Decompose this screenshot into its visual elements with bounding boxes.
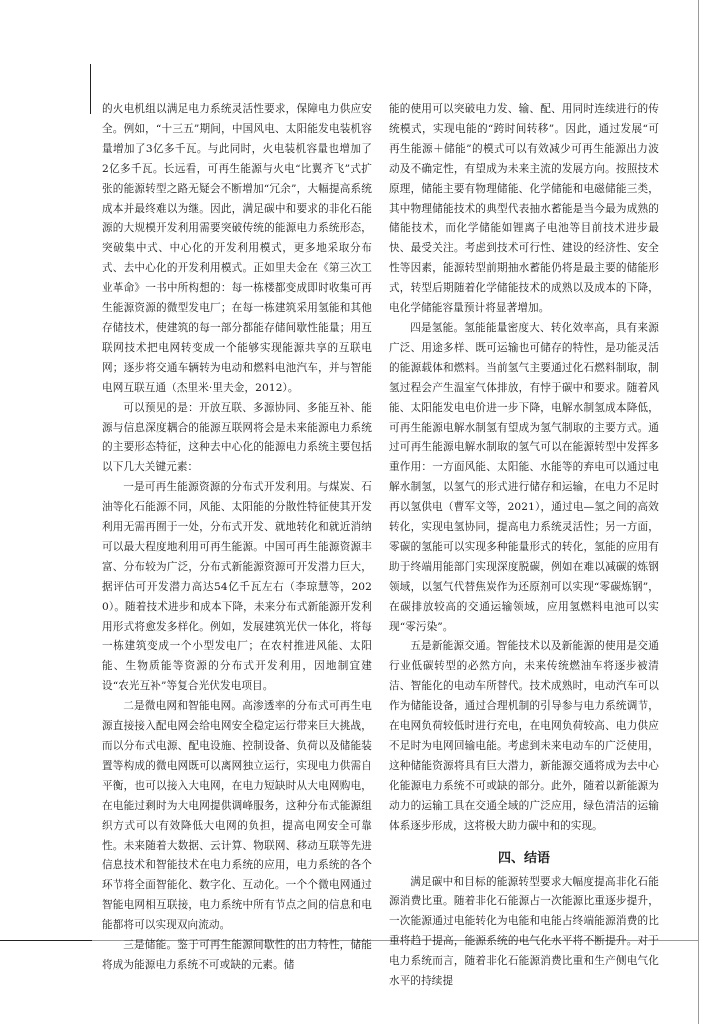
right-text-column (389, 100, 659, 988)
body-paragraph: 能的使用可以突破电力发、输、配、用同时连续进行的传统模式，实现电能的“跨时间转移”。因此，通过发展“可再生能源＋储能”的模式可以有效减少可再生能源出力波动及不确定性，有望成为未来主流的发展方向。按照技术原理，储能主要有物理储能、化学储能和电磁储能三类，其中物理储能技术的典型代表抽水蓄能是当今最为成熟的储能技术，而化学储能如锂离子电池等目前技术进步最快、最受关注。考虑到技术可行性、建设的经济性、安全性等因素，能源转型前期抽水蓄能仍将是最主要的储能形式，转型后期随着化学储能技术的成熟以及成本的下降，电化学储能容量预计将显著增加。 (389, 103, 659, 315)
body-paragraph: 五是新能源交通。智能技术以及新能源的使用是交通行业低碳转型的必然方向，未来传统燃油车将逐步被清洁、智能化的电动车所替代。技术成熟时，电动汽车可以作为储能设备，通过合理机制的引导参与电力系统调节，在电网负荷较低时进行充电，在电网负荷较高、电力供应不足时为电网回输电能。考虑到未来电动车的广泛使用，这种储能资源将具有巨大潜力，新能源交通将成为去中心化能源电力系统不可或缺的部分。此外，随着以新能源为动力的运输工具在交通全域的广泛应用，绿色清洁的运输体系逐步形成，这将极大助力碳中和的实现。 (389, 640, 659, 832)
left-text-column (102, 100, 372, 971)
page-edge-rule (698, 0, 699, 1024)
body-paragraph: 满足碳中和目标的能源转型要求大幅度提高非化石能源消费比重。随着非化石能源占一次能源比重逐步提升，一次能源通过电能转化为电能和电能占终端能源消费的比重将趋于提高，能源系统的电气化水平将不断提升。对于电力系统而言，随着非化石能源消费比重和生产侧电气化水平的持续提 (389, 875, 659, 988)
section-heading: 四、结语 (497, 850, 550, 866)
body-paragraph: 二是微电网和智能电网。高渗透率的分布式可再生电源直接接入配电网会给电网安全稳定运行带来巨大挑战，而以分布式电源、配电设施、控制设备、负荷以及储能装置等构成的微电网既可以离网独立运行，实现电力供需自平衡，也可以接入大电网，在电力短缺时从大电网购电，在电能过剩时为大电网提供调峰服务，这种分布式能源组织方式可以有效降低大电网的负担，提高电网安全可靠性。未来随着大数据、云计算、物联网、移动互联等先进信息技术和智能技术在电力系统的应用，电力系统的各个环节将全面智能化、数字化、互动化。一个个微电网通过智能电网相互联接，电力系统中所有节点之间的信息和电能都将可以实现双向流动。 (102, 700, 372, 932)
body-paragraph: 四是氢能。氢能能量密度大、转化效率高，具有来源广泛、用途多样、既可运输也可储存的特性，是功能灵活的能源载体和燃料。当前氢气主要通过化石燃料制取，制氢过程会产生温室气体排放，有悖于碳中和要求。随着风能、太阳能发电电价进一步下降，电解水制氢成本降低，可再生能源电解水制氢有望成为氢气制取的主要方式。通过可再生能源电解水制取的氢气可以在能源转型中发挥多重作用：一方面风能、太阳能、水能等的弃电可以通过电解水制氢，以氢气的形式进行储存和运输，在电力不足时再以氢供电（曹军文等，2021），通过电—氢之间的高效转化，实现电氢协同，提高电力系统灵活性；另一方面，零碳的氢能可以实现多种能量形式的转化，氢能的应用有助于终端用能部门实现深度脱碳，例如在难以减碳的炼钢领域，以氢气代替焦炭作为还原剂可以实现“零碳炼钢”，在碳排放较高的交通运输领域，应用氢燃料电池可以实现“零污染”。 (389, 321, 659, 633)
body-paragraph: 一是可再生能源资源的分布式开发利用。与煤炭、石油等化石能源不同，风能、太阳能的分散性特征使其开发利用无需再囿于一处，分布式开发、就地转化和就近消纳可以最大程度地利用可再生能源。中国可再生能源资源丰富、分布较为广泛，分布式新能源资源可开发潜力巨大，据评估可开发潜力高达54亿千瓦左右（李琼慧等，2020）。随着技术进步和成本下降，未来分布式新能源开发利用形式将愈发多样化。例如，发展建筑光伏一体化，将每一栋建筑变成一个小型发电厂；在农村推进风能、太阳能、生物质能等资源的分布式开发利用，因地制宜建设“农光互补”等复合光伏发电项目。 (102, 481, 372, 693)
crop-mark-horizontal (0, 940, 92, 941)
body-paragraph: 三是储能。鉴于可再生能源间歇性的出力特性，储能将成为能源电力系统不可或缺的元素。储 (102, 939, 372, 971)
body-paragraph: 可以预见的是：开放互联、多源协同、多能互补、能源与信息深度耦合的能源互联网将会是未来能源电力系统的主要形态特征，这种去中心化的能源电力系统主要包括以下几大关键元素： (102, 401, 372, 474)
crop-mark-vertical (90, 64, 91, 114)
body-paragraph: 的火电机组以满足电力系统灵活性要求，保障电力供应安全。例如，“十三五”期间，中国风电、太阳能发电装机容量增加了3亿多千瓦。与此同时，火电装机容量也增加了2亿多千瓦。长远看，可再生能源与火电“比翼齐飞”式扩张的能源转型之路无疑会不断增加“冗余”，大幅提高系统成本并最终难以为继。因此，满足碳中和要求的非化石能源的大规模开发利用需要突破传统的能源电力系统形态，突破集中式、中心化的开发利用模式，更多地采取分布式、去中心化的开发利用模式。正如里夫金在《第三次工业革命》一书中所构想的：每一栋楼都变成即时收集可再生能源资源的微型发电厂；在每一栋建筑采用氢能和其他存储技术，使建筑的每一部分都能存储间歇性能量；用互联网技术把电网转变成一个能够实现能源共享的互联电网；逐步将交通车辆转为电动和燃料电池汽车，并与智能电网互联互通（杰里米·里夫金，2012）。 (102, 103, 372, 394)
